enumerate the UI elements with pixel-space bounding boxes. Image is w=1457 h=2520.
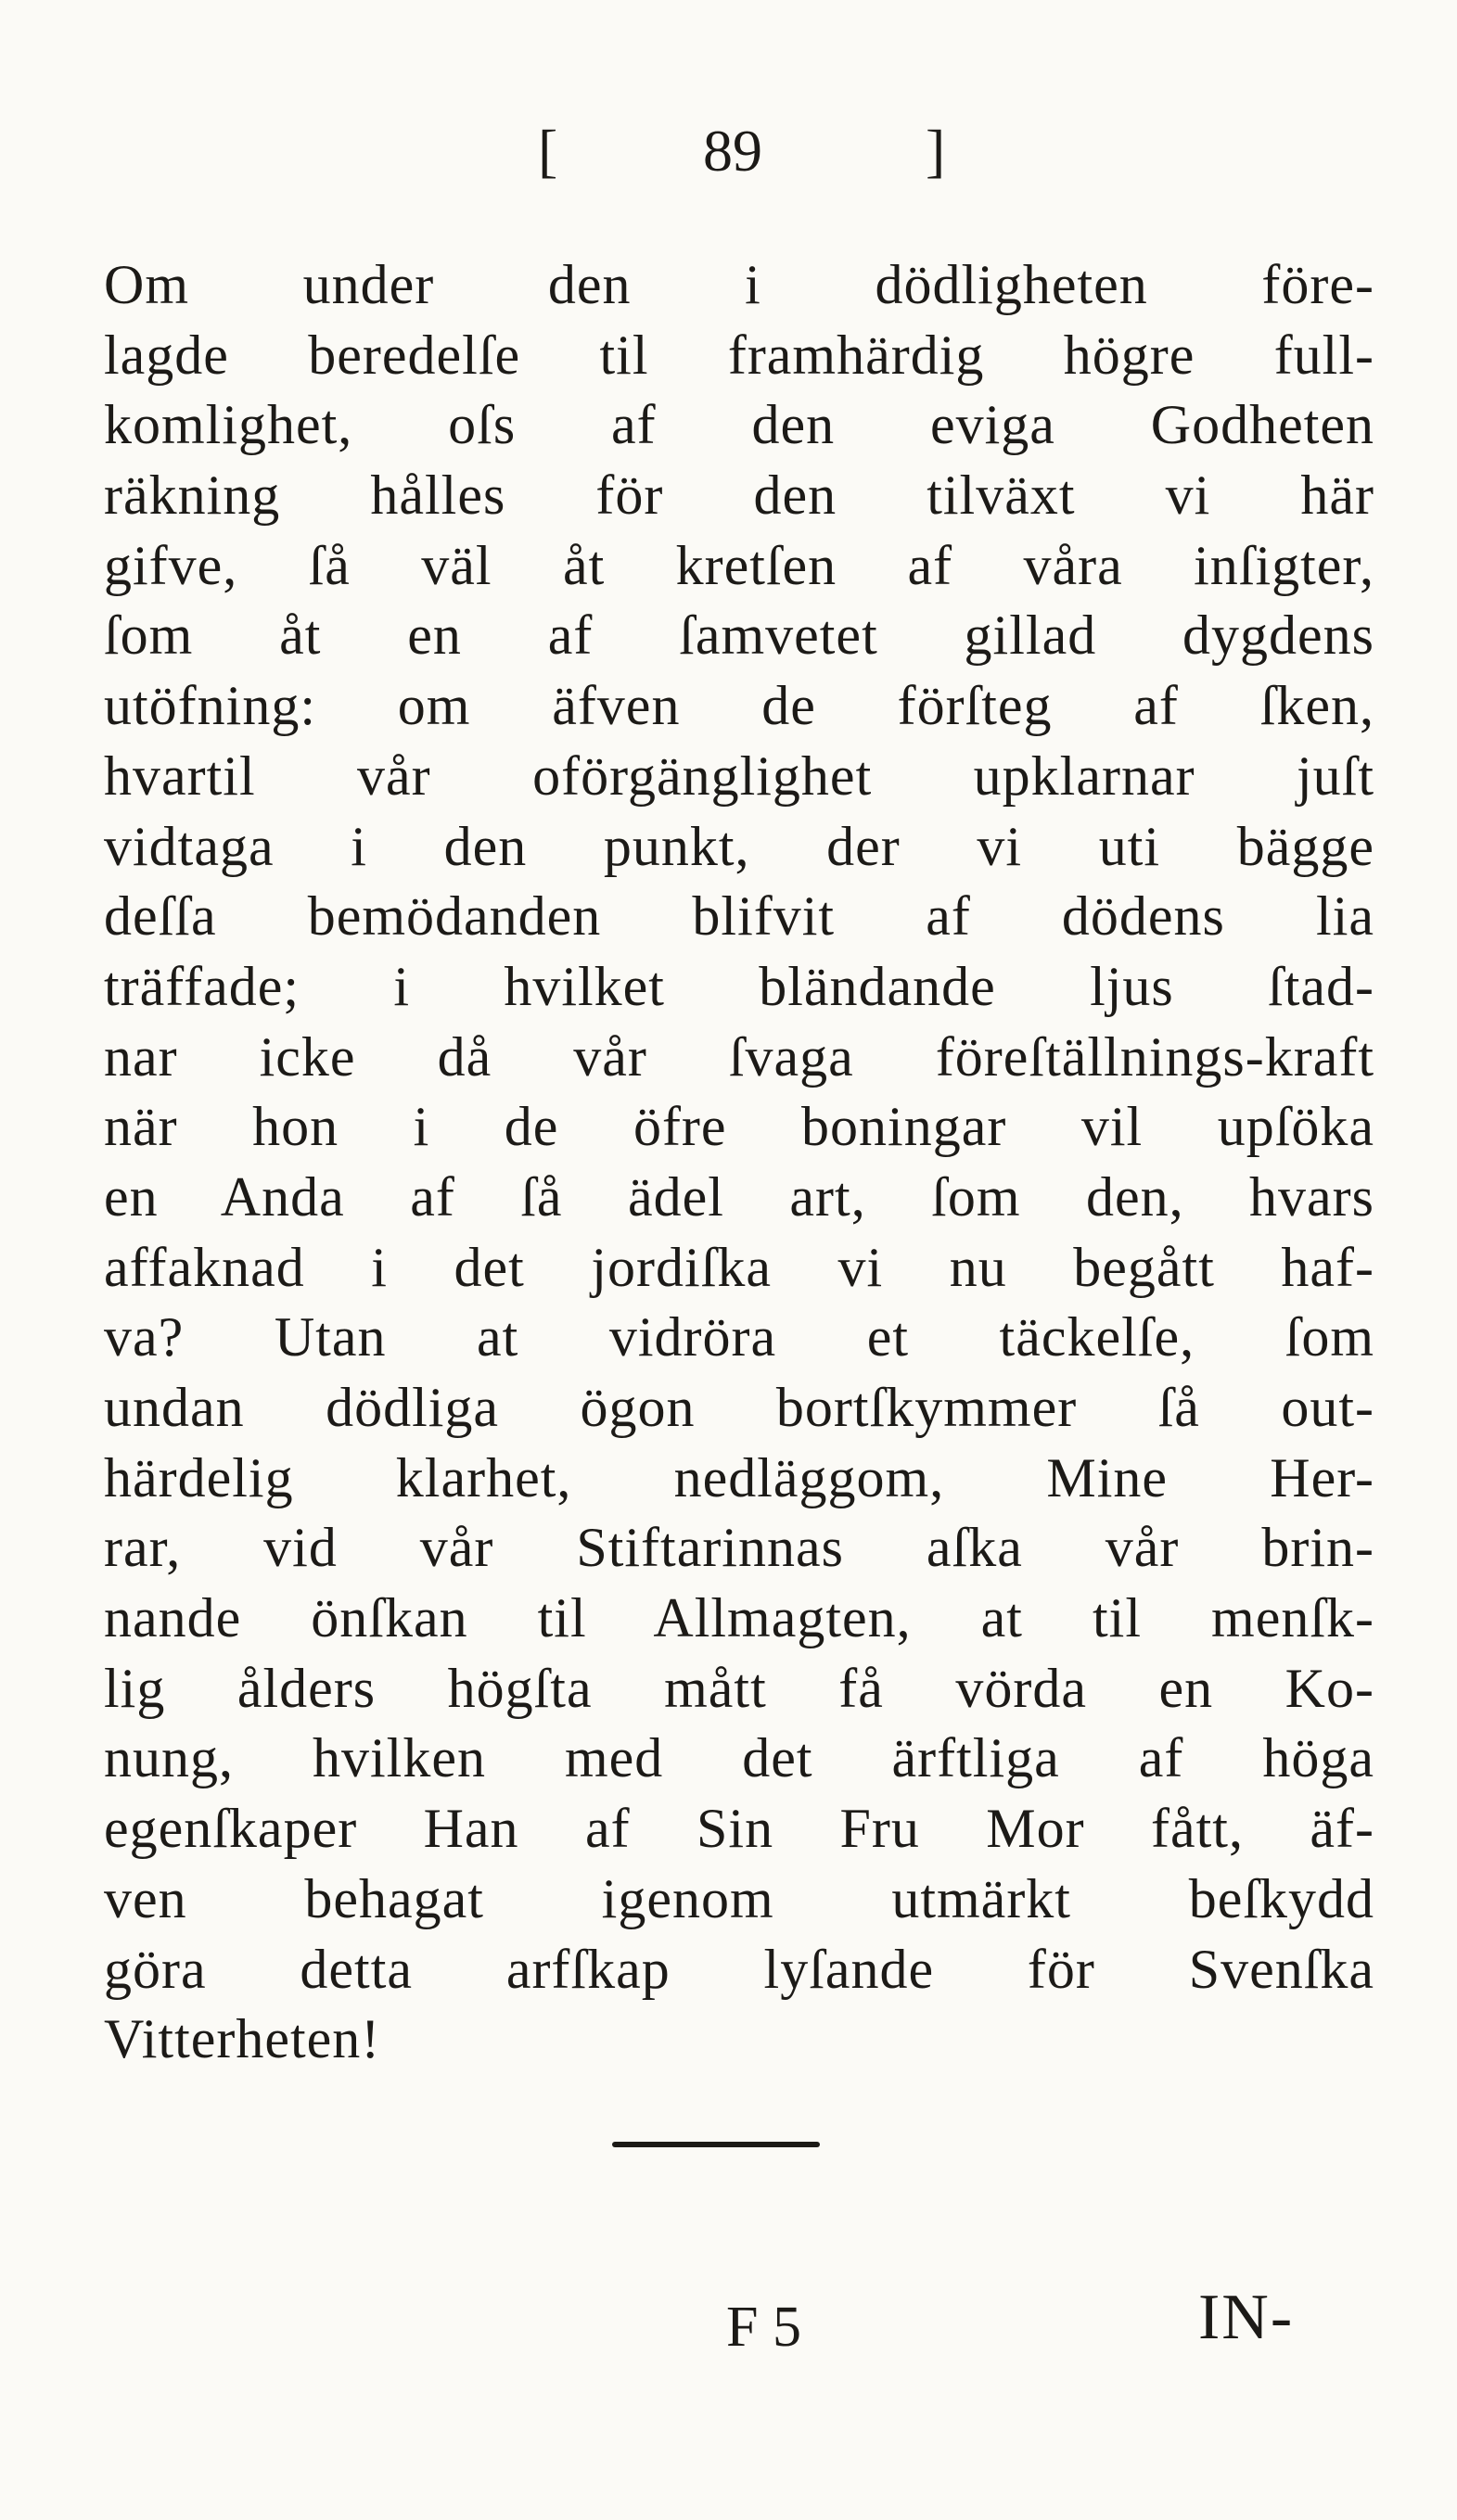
text-line-14: en Anda af ſå ädel art, ſom den, hvars: [104, 1165, 1374, 1228]
text-line-6: ſom åt en af ſamvetet gillad dygdens: [104, 605, 1374, 667]
text-line-22: nung, hvilken med det ärftliga af höga: [104, 1727, 1374, 1789]
text-line-16: va? Utan at vidröra et täckelſe, ſom: [104, 1306, 1374, 1368]
left-bracket: [: [538, 118, 558, 184]
body-paragraph: [104, 250, 1374, 2075]
page-header: [538, 109, 974, 193]
text-line-2: lagde beredelſe til framhärdig högre full-: [104, 324, 1374, 386]
text-line-7: utöfning: om äfven de förſteg af ſken,: [104, 675, 1374, 737]
section-divider: [612, 2142, 820, 2147]
text-line-23: egenſkaper Han af Sin Fru Mor fått, äf-: [104, 1798, 1374, 1860]
text-line-19: rar, vid vår Stiftarinnas aſka vår brin-: [104, 1517, 1374, 1579]
text-line-11: träffade; i hvilket bländande ljus ſtad-: [104, 955, 1374, 1017]
text-line-26: Vitterheten!: [104, 2008, 381, 2070]
right-bracket: ]: [926, 118, 946, 184]
text-line-18: härdelig klarhet, nedläggom, Mine Her-: [104, 1446, 1374, 1508]
text-line-17: undan dödliga ögon bortſkymmer ſå out-: [104, 1377, 1374, 1438]
text-line-12: nar icke då vår ſvaga föreſtällnings-kraft: [104, 1025, 1374, 1088]
text-line-4: räkning hålles för den tilväxt vi här: [104, 465, 1374, 527]
text-line-10: deſſa bemödanden blifvit af dödens lia: [104, 885, 1374, 948]
text-line-9: vidtaga i den punkt, der vi uti bägge: [104, 815, 1374, 877]
catchword: IN-: [1198, 2282, 1295, 2353]
text-line-20: nande önſkan til Allmagten, at til menſk-: [104, 1587, 1374, 1649]
text-line-13: när hon i de öfre boningar vil upſöka: [104, 1096, 1374, 1158]
text-line-15: affaknad i det jordiſka vi nu begått haf-: [104, 1236, 1374, 1298]
text-line-25: göra detta arfſkap lyſande för Svenſka: [104, 1938, 1374, 2000]
text-line-8: hvartil vår oförgänglighet upklarnar juſt: [104, 745, 1374, 807]
text-line-5: gifve, ſå väl åt kretſen af våra inſigter,: [104, 534, 1374, 596]
text-line-21: lig ålders högſta mått få vörda en Ko-: [104, 1657, 1374, 1719]
signature-mark: F 5: [726, 2296, 801, 2359]
text-line-24: ven behagat igenom utmärkt beſkydd: [104, 1867, 1374, 1929]
page-number: 89: [703, 118, 762, 184]
text-line-3: komlighet, oſs af den eviga Godheten: [104, 394, 1374, 456]
text-line-1: Om under den i dödligheten före-: [104, 254, 1374, 315]
